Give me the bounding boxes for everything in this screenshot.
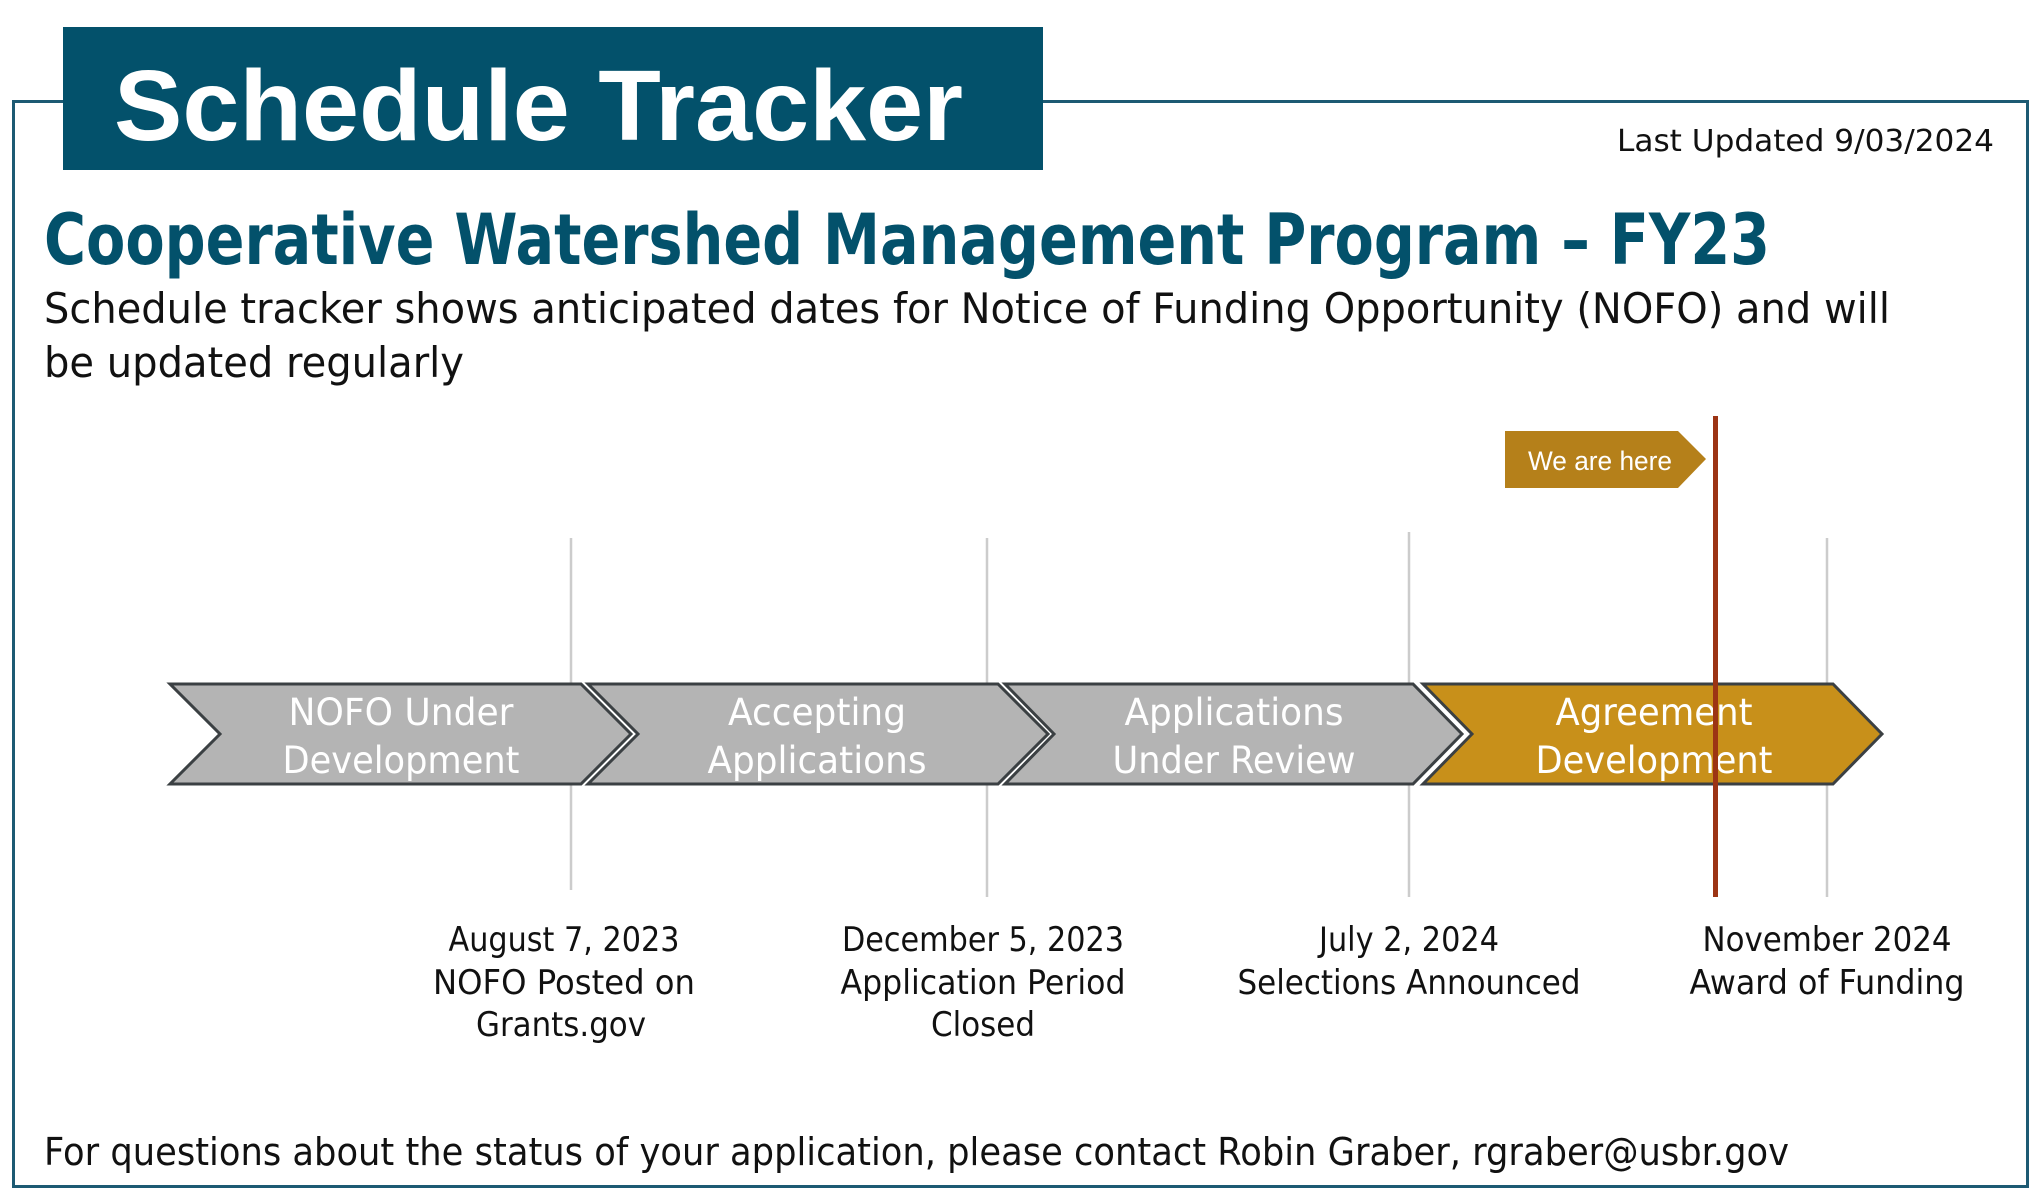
stage-label-line-1: Agreement: [1555, 691, 1753, 734]
milestone-labels: [433, 920, 1965, 1045]
milestone-desc-line-1: NOFO Posted on: [433, 963, 695, 1003]
stage-accepting-applications: [588, 684, 1048, 784]
stage-applications-under-review: [1005, 684, 1462, 784]
we-are-here-label: We are here: [1528, 446, 1672, 476]
milestone-date: December 5, 2023: [842, 920, 1124, 960]
milestone-application-closed: [841, 920, 1126, 1045]
milestone-desc-line-1: Selections Announced: [1237, 963, 1581, 1003]
description-line-2: be updated regularly: [44, 338, 464, 387]
milestone-nofo-posted: [433, 920, 695, 1045]
stage-label-line-1: Applications: [1124, 691, 1344, 734]
milestone-date: July 2, 2024: [1317, 920, 1499, 960]
last-updated: Last Updated 9/03/2024: [1617, 124, 1994, 159]
stage-agreement-development: [1423, 684, 1882, 784]
stage-nofo-under-development: [170, 684, 631, 784]
milestone-desc-line-1: Application Period: [840, 963, 1126, 1003]
header-badge-title: Schedule Tracker: [114, 50, 964, 162]
stage-label-line-2: Under Review: [1112, 739, 1356, 782]
milestone-desc-line-1: Award of Funding: [1689, 963, 1965, 1003]
milestone-desc-line-2: Grants.gov: [476, 1005, 646, 1045]
contact-footer: For questions about the status of your application, please contact Robin Graber, rgraber@usbr.gov: [44, 1130, 1789, 1174]
stage-chevrons: [170, 684, 1882, 784]
stage-label-line-2: Development: [1535, 739, 1773, 782]
milestone-date: November 2024: [1702, 920, 1952, 960]
stage-label-line-1: NOFO Under: [288, 691, 515, 734]
current-position-marker: [1505, 416, 1716, 897]
milestone-selections-announced: [1238, 920, 1581, 1003]
stage-label-line-2: Applications: [707, 739, 927, 782]
stage-label-line-2: Development: [282, 739, 520, 782]
header-badge: [63, 27, 1043, 170]
milestone-date: August 7, 2023: [448, 920, 680, 960]
description-line-1: Schedule tracker shows anticipated dates for Notice of Funding Opportunity (NOFO) and will: [44, 284, 1890, 333]
page-title: Cooperative Watershed Management Program – FY23: [44, 199, 1770, 281]
milestone-award-of-funding: [1690, 920, 1965, 1003]
milestone-desc-line-2: Closed: [931, 1005, 1035, 1045]
stage-label-line-1: Accepting: [728, 691, 906, 734]
